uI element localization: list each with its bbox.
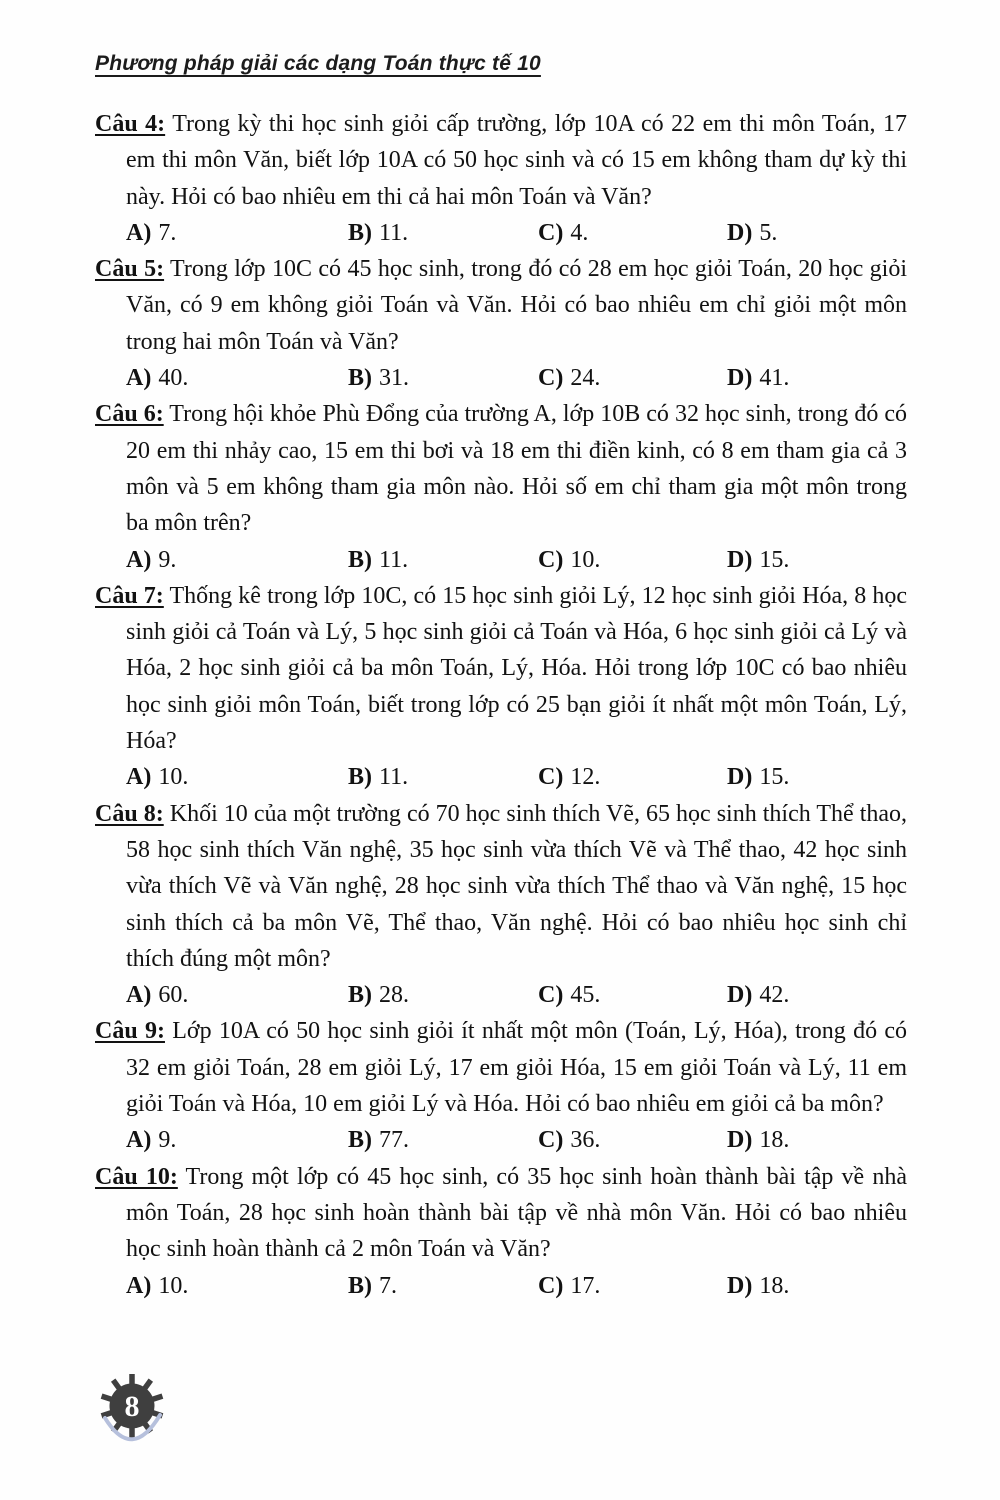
question-label: Câu 5:	[95, 256, 165, 283]
answer-option-d	[727, 215, 907, 251]
answer-key: D)	[727, 764, 753, 791]
answer-key: B)	[348, 365, 372, 392]
answer-value: 11.	[379, 546, 409, 573]
page-header-title: Phương pháp giải các dạng Toán thực tế 10	[95, 52, 541, 75]
question-block	[95, 578, 907, 796]
answer-option-d	[727, 977, 907, 1013]
answer-option-c	[538, 542, 727, 578]
answer-option-c	[538, 360, 727, 396]
answer-option-c	[538, 1122, 727, 1158]
answer-option-d	[727, 1268, 907, 1304]
answer-value: 5.	[759, 219, 778, 246]
question-body: Lớp 10A có 50 học sinh giỏi ít nhất một môn (Toán, Lý, Hóa), trong đó có 32 em giỏi Toán, 28 em giỏi Lý, 17 em giỏi Hóa, 15 em giỏi Toán và Lý, 11 em giỏi Toán và Hóa, 10 em giỏi Lý và Hóa. Hỏi có bao nhiêu em giỏi cả ba môn?	[126, 1018, 908, 1118]
page-number: 8	[124, 1390, 140, 1423]
question-text	[95, 1159, 907, 1268]
question-body: Trong kỳ thi học sinh giỏi cấp trường, lớp 10A có 22 em thi môn Toán, 17 em thi môn Văn, biết lớp 10A có 50 học sinh và có 15 em không tham dự kỳ thi này. Hỏi có bao nhiêu em thi cả hai môn Toán và Văn?	[126, 111, 907, 210]
answer-key: A)	[126, 982, 152, 1009]
answer-value: 11.	[379, 764, 409, 791]
answer-value: 10.	[158, 1272, 189, 1299]
answer-value: 36.	[570, 1127, 601, 1154]
answer-option-d	[727, 542, 907, 578]
answer-option-d	[727, 360, 907, 396]
answer-value: 28.	[379, 982, 409, 1009]
question-text	[95, 578, 907, 759]
answer-key: A)	[126, 546, 152, 573]
answer-option-a	[126, 759, 348, 795]
question-block	[95, 1013, 907, 1158]
answer-key: D)	[727, 365, 753, 392]
question-body: Trong một lớp có 45 học sinh, có 35 học sinh hoàn thành bài tập về nhà môn Toán, 28 học sinh hoàn thành bài tập về nhà môn Văn. Hỏi có bao nhiêu học sinh hoàn thành cả 2 môn Toán và Văn?	[126, 1163, 907, 1263]
answer-value: 10.	[570, 546, 601, 573]
answer-value: 40.	[158, 365, 189, 392]
answer-option-a	[126, 215, 348, 251]
answer-key: A)	[126, 219, 152, 246]
answer-option-a	[126, 542, 348, 578]
answer-key: D)	[727, 1127, 753, 1154]
answer-key: B)	[348, 1127, 372, 1154]
questions-container	[95, 106, 907, 1304]
question-body: Trong lớp 10C có 45 học sinh, trong đó có 28 em học giỏi Toán, 20 học giỏi Văn, có 9 em không giỏi Toán và Văn. Hỏi có bao nhiêu em chỉ giỏi một môn trong hai môn Toán và Văn?	[126, 256, 908, 355]
answer-value: 7.	[379, 1272, 397, 1299]
answer-key: A)	[126, 764, 152, 791]
answer-option-c	[538, 215, 727, 251]
answer-key: B)	[348, 546, 372, 573]
answer-option-b	[348, 360, 538, 396]
answer-option-c	[538, 759, 727, 795]
answer-value: 18.	[759, 1127, 790, 1154]
question-block	[95, 251, 907, 396]
answer-row	[95, 759, 907, 795]
answer-value: 4.	[570, 219, 589, 246]
answer-value: 7.	[158, 219, 177, 246]
answer-row	[95, 360, 907, 396]
answer-value: 41.	[759, 365, 790, 392]
answer-value: 9.	[158, 1127, 177, 1154]
question-block	[95, 106, 907, 251]
question-text	[95, 1013, 907, 1122]
answer-key: B)	[348, 982, 372, 1009]
answer-key: C)	[538, 982, 564, 1009]
answer-key: C)	[538, 764, 564, 791]
answer-option-d	[727, 759, 907, 795]
answer-key: C)	[538, 219, 564, 246]
question-label: Câu 10:	[95, 1163, 178, 1190]
question-text	[95, 251, 907, 360]
answer-option-b	[348, 977, 538, 1013]
answer-value: 60.	[158, 982, 189, 1009]
answer-option-b	[348, 215, 538, 251]
answer-key: B)	[348, 219, 372, 246]
question-block	[95, 396, 907, 577]
answer-key: D)	[727, 1272, 753, 1299]
answer-value: 15.	[759, 764, 790, 791]
answer-option-a	[126, 1122, 348, 1158]
answer-key: D)	[727, 546, 753, 573]
page-number-badge	[88, 1368, 176, 1454]
answer-key: D)	[727, 982, 753, 1009]
answer-key: C)	[538, 1127, 564, 1154]
answer-key: C)	[538, 365, 564, 392]
question-text	[95, 106, 907, 215]
answer-option-a	[126, 1268, 348, 1304]
answer-option-a	[126, 360, 348, 396]
question-label: Câu 8:	[95, 800, 164, 827]
answer-key: B)	[348, 764, 372, 791]
answer-value: 12.	[570, 764, 601, 791]
answer-option-c	[538, 977, 727, 1013]
answer-row	[95, 977, 907, 1013]
question-body: Khối 10 của một trường có 70 học sinh thích Vẽ, 65 học sinh thích Thể thao, 58 học sinh thích Văn nghệ, 35 học sinh vừa thích Vẽ và Thể thao, 42 học sinh vừa thích Vẽ và Văn nghệ, 28 học sinh vừa thích Thể thao và Văn nghệ, 15 học sinh thích cả ba môn Vẽ, Thể thao, Văn nghệ. Hỏi có bao nhiêu học sinh chỉ thích đúng một môn?	[126, 800, 908, 972]
answer-key: D)	[727, 219, 753, 246]
answer-value: 15.	[759, 546, 790, 573]
answer-value: 42.	[759, 982, 790, 1009]
answer-key: A)	[126, 1272, 152, 1299]
question-text	[95, 396, 907, 541]
question-body: Thống kê trong lớp 10C, có 15 học sinh giỏi Lý, 12 học sinh giỏi Hóa, 8 học sinh giỏi cả Toán và Lý, 5 học sinh giỏi cả Toán và Hóa, 6 học sinh giỏi cả Lý và Hóa, 2 học sinh giỏi cả ba môn Toán, Lý, Hóa. Hỏi trong lớp 10C có bao nhiêu học sinh giỏi môn Toán, biết trong lớp có 25 bạn giỏi ít nhất một môn Toán, Lý, Hóa?	[126, 582, 908, 755]
answer-row	[95, 542, 907, 578]
answer-option-b	[348, 542, 538, 578]
answer-option-b	[348, 1268, 538, 1304]
answer-value: 11.	[379, 219, 409, 246]
question-label: Câu 9:	[95, 1018, 165, 1045]
answer-option-b	[348, 1122, 538, 1158]
question-label: Câu 7:	[95, 582, 164, 609]
answer-value: 77.	[379, 1127, 409, 1154]
answer-option-b	[348, 759, 538, 795]
answer-row	[95, 215, 907, 251]
answer-option-c	[538, 1268, 727, 1304]
answer-value: 17.	[570, 1272, 601, 1299]
answer-key: C)	[538, 1272, 564, 1299]
answer-value: 10.	[158, 764, 189, 791]
question-block	[95, 796, 907, 1014]
answer-value: 18.	[759, 1272, 790, 1299]
question-label: Câu 6:	[95, 401, 164, 428]
answer-key: C)	[538, 546, 564, 573]
answer-value: 45.	[570, 982, 601, 1009]
answer-value: 24.	[570, 365, 601, 392]
question-text	[95, 796, 907, 977]
answer-value: 9.	[158, 546, 177, 573]
answer-key: B)	[348, 1272, 372, 1299]
question-body: Trong hội khỏe Phù Đổng của trường A, lớp 10B có 32 học sinh, trong đó có 20 em thi nhảy cao, 15 em thi bơi và 18 em thi điền kinh, có 8 em tham gia cả 3 môn và 5 em không tham gia môn nào. Hỏi số em chỉ tham gia một môn trong ba môn trên?	[126, 401, 907, 537]
answer-option-a	[126, 977, 348, 1013]
answer-key: A)	[126, 365, 152, 392]
answer-value: 31.	[379, 365, 409, 392]
question-label: Câu 4:	[95, 111, 166, 137]
answer-row	[95, 1122, 907, 1158]
answer-row	[95, 1268, 907, 1304]
answer-key: A)	[126, 1127, 152, 1154]
answer-option-d	[727, 1122, 907, 1158]
question-block	[95, 1159, 907, 1304]
